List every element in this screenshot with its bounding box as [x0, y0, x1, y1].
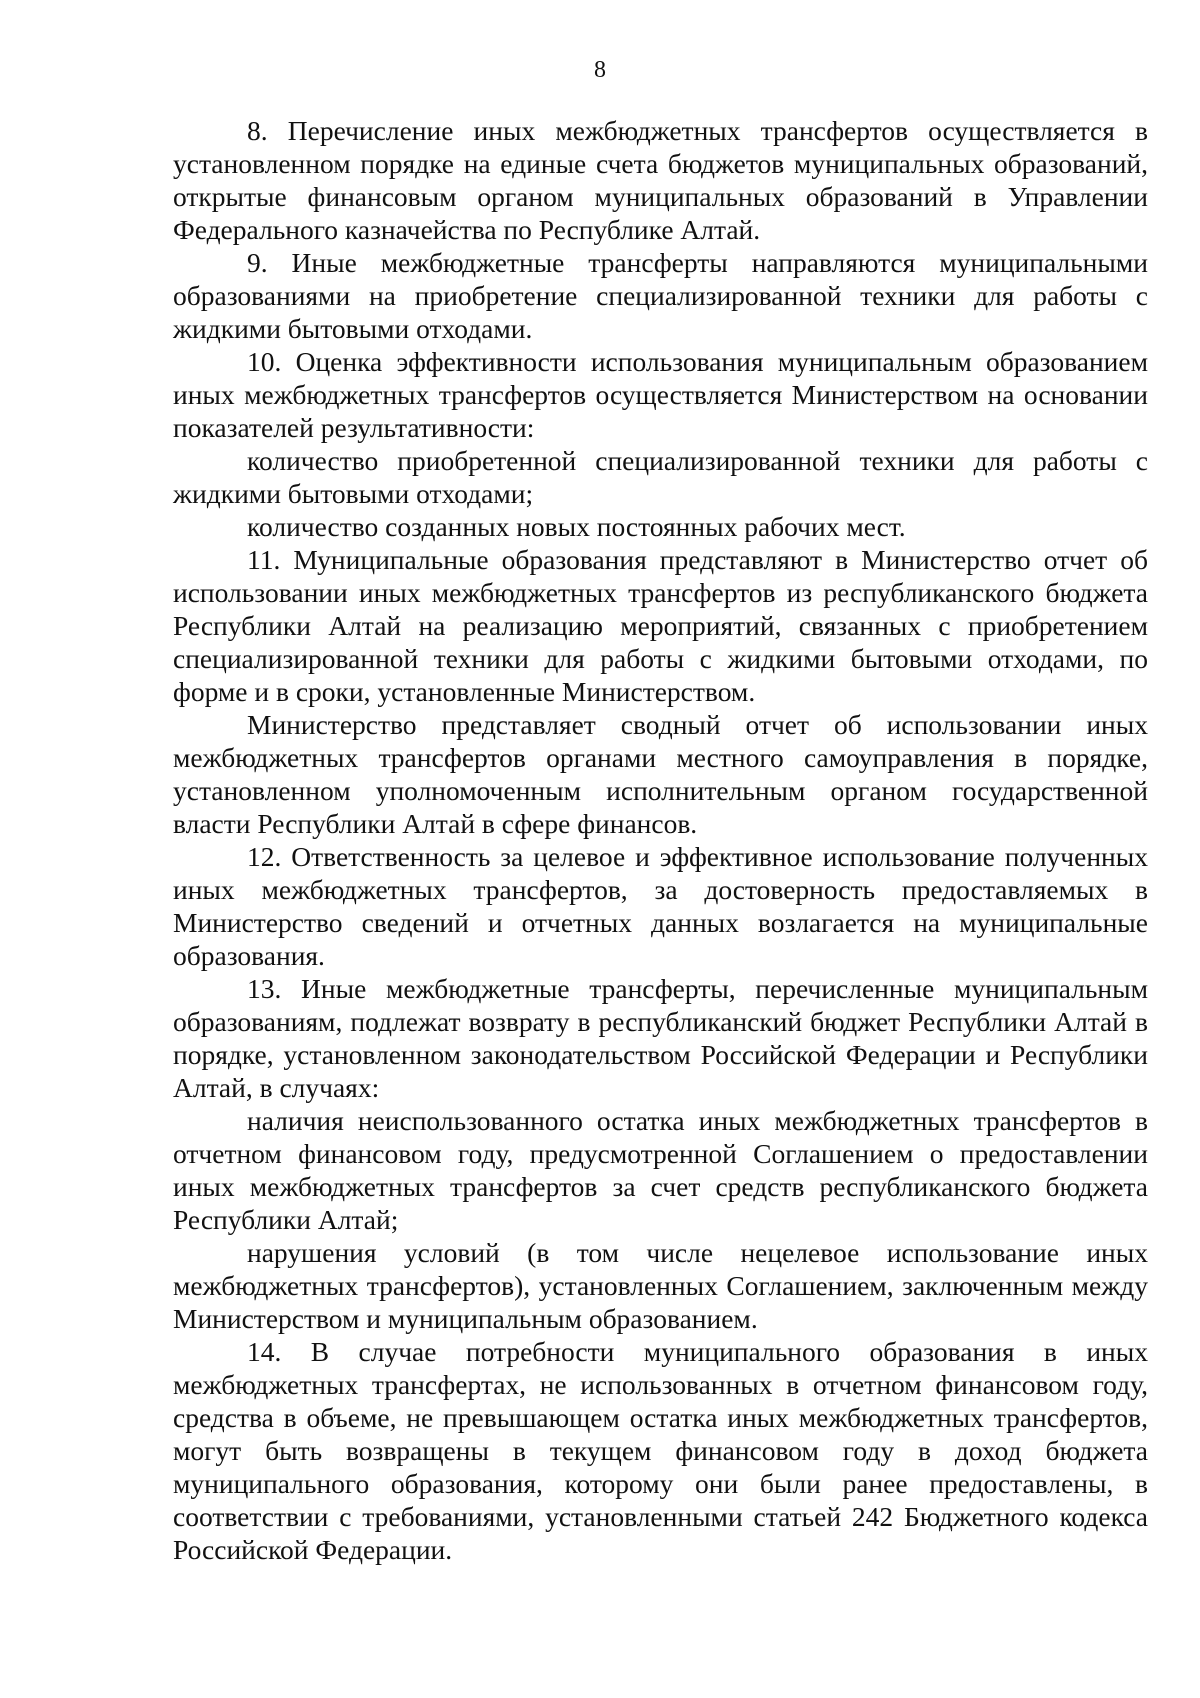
paragraph-14: 14. В случае потребности муниципального образования в иных межбюджетных трансфертах, не использованных в отчетном финансовом году, средства в объеме, не превышающем остатка иных межбюджетных трансфертов, могут быть возвращены в текущем финансовом году в доход бюджета муниципального образования, которому они были ранее предоставлены, в соответствии с требованиями, установленными статьей 242 Бюджетного кодекса Российской Федерации. — [173, 1336, 1148, 1565]
paragraph-10-indicator-1: количество приобретенной специализированной техники для работы с жидкими бытовыми отходами; — [173, 445, 1148, 509]
paragraph-10-indicator-2: количество созданных новых постоянных рабочих мест. — [247, 511, 906, 542]
paragraph-11: 11. Муниципальные образования представляют в Министерство отчет об использовании иных межбюджетных трансфертов из республиканского бюджета Республики Алтай на реализацию мероприятий, связанных с приобретением специализированной техники для работы с жидкими бытовыми отходами, по форме и в сроки, установленные Министерством. — [173, 544, 1148, 707]
page-number: 8 — [594, 57, 606, 83]
paragraph-13-case-2: нарушения условий (в том числе нецелевое использование иных межбюджетных трансфертов), установленных Соглашением, заключенным между Министерством и муниципальным образованием. — [173, 1237, 1148, 1334]
paragraph-8: 8. Перечисление иных межбюджетных трансфертов осуществляется в установленном порядке на единые счета бюджетов муниципальных образований, открытые финансовым органом муниципальных образований в Управлении Федерального казначейства по Республике Алтай. — [173, 115, 1148, 245]
paragraph-10: 10. Оценка эффективности использования муниципальным образованием иных межбюджетных трансфертов осуществляется Министерством на основании показателей результативности: — [173, 346, 1148, 443]
paragraph-12: 12. Ответственность за целевое и эффективное использование полученных иных межбюджетных трансфертов, за достоверность предоставляемых в Министерство сведений и отчетных данных возлагается на муниципальные образования. — [173, 841, 1148, 971]
paragraph-9: 9. Иные межбюджетные трансферты направляются муниципальными образованиями на приобретение специализированной техники для работы с жидкими бытовыми отходами. — [173, 247, 1148, 344]
document-body — [173, 114, 1148, 1566]
paragraph-11-continued: Министерство представляет сводный отчет об использовании иных межбюджетных трансфертов органами местного самоуправления в порядке, установленном уполномоченным исполнительным органом государственной власти Республики Алтай в сфере финансов. — [173, 709, 1148, 839]
paragraph-13-case-1: наличия неиспользованного остатка иных межбюджетных трансфертов в отчетном финансовом году, предусмотренной Соглашением о предоставлении иных межбюджетных трансфертов за счет средств республиканского бюджета Республики Алтай; — [173, 1105, 1148, 1235]
paragraph-13: 13. Иные межбюджетные трансферты, перечисленные муниципальным образованиям, подлежат возврату в республиканский бюджет Республики Алтай в порядке, установленном законодательством Российской Федерации и Республики Алтай, в случаях: — [173, 973, 1148, 1103]
